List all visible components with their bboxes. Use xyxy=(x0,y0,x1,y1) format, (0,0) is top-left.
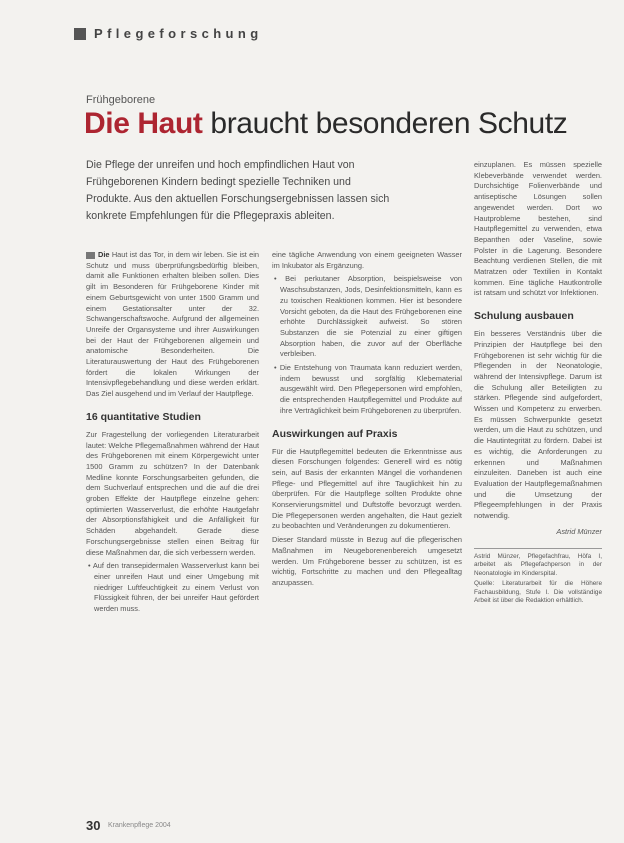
column-3 xyxy=(474,160,602,810)
bullet-item: • Die Entstehung von Traumata kann reduziert werden, indem bewusst und sorgfältig Klebematerial ausgewählt wird. Den Pflegepersonen wird empfohlen, die entsprechenden Hautpflegemittel und Produkte auf ihre Verträglichkeit beim Frühgeborenen zu überprüfen. xyxy=(274,363,462,415)
headline-rest: braucht besonderen Schutz xyxy=(202,107,568,140)
bullet-item: • Auf den transepidermalen Wasserverlust kann bei einer unreifen Haut und einer Umgebung mit niedriger Luftfeuchtigkeit zu einem Verlust von Flüssigkeit führen, der bei unreifer Haut gefördert werden muss. xyxy=(88,561,259,614)
bullet-item: • Bei perkutaner Absorption, beispielsweise von Waschsubstanzen, Jods, Desinfektionsmitteln, kann es zu toxischen Reaktionen kommen. Hier ist besondere Vorsicht geboten, da die Haut des Frühgeborenen eine erhöhte Durchlässigkeit aufweist. So stören Substanzen die sie Potenzial zu einer giftigen Absorption haben, die zuvor auf der Oberfläche verbleiben. xyxy=(274,274,462,359)
author-signature: Astrid Münzer xyxy=(556,526,602,536)
column-2-paragraph-2: Für die Hautpflegemittel bedeuten die Erkenntnisse aus diesen Forschungen folgendes: Generell wird es nötig sein, auf Basis der erkannten Mängel die vorhandenen Pflege- und Pflegemittel auf ihre Tauglichkeit hin zu überprüfen. Für die Hautpflege sollten Produkte ohne Konservierungsmittel und Duftstoffe bevorzugt werden. Die Pflegepersonen werden angehalten, die Haut gezielt zu beobachten und Veränderungen zu dokumentieren. xyxy=(272,446,462,531)
section-label: Pflegeforschung xyxy=(94,26,263,41)
column-1 xyxy=(86,250,259,820)
article-kicker: Frühgeborene xyxy=(86,94,156,106)
article-headline xyxy=(84,104,567,144)
paragraph-text: Haut ist das Tor, in dem wir leben. Sie ist ein Schutz und muss überprüfungsbedürftig bleiben, damit alle Funktionen erhalten bleiben sollen. Dies gilt im Besonderen für Frühgeborene Kinder mit einem Geburtsgewicht von unter 1500 Gramm und einem Gestationsalter unter der 32. Schwangerschaftswoche. Aufgrund der allgemeinen Unreife der Organsysteme und ihrer Auswirkungen bei der Haut der Frühgeborenen allgemein und anatomische Besonderheiten. Die Literaturauswertung der Haut des Frühgeborenen fördert die lokalen Wirkungen der Intensivpflegebehandlung und diese werden erklärt. Das Ziel ausgehend und im Verlauf der Hautpflege. xyxy=(86,250,259,399)
lead-marker-icon xyxy=(86,252,95,259)
column-2-paragraph-3: Dieser Standard müsste in Bezug auf die pflegerischen Maßnahmen im Neugeborenenbereich umgesetzt werden. Um Frühgeborene besser zu schützen, ist es wichtig, Fortschritte zu machen und den Pflegealltag anzupassen. xyxy=(272,535,462,587)
author-bio xyxy=(474,548,602,607)
column-1-paragraph-1 xyxy=(86,250,259,400)
headline-accent: Die Haut xyxy=(84,107,203,140)
article-lede: Die Pflege der unreifen und hoch empfindlichen Haut von Frühgeborenen Kindern bedingt spezielle Techniken und Produkte. Aus den aktuellen Forschungsergebnissen lassen sich konkrete Empfehlungen für die Pflegepraxis ableiten. xyxy=(86,159,390,222)
column-2 xyxy=(272,250,462,820)
magazine-name: Krankenpflege 2004 xyxy=(108,822,171,829)
column-1-paragraph-2: Zur Fragestellung der vorliegenden Literaturarbeit lautet: Welche Pflegemaßnahmen während der Haut des Frühgeborenen mit einem Körpergewicht unter 1500 Gramm zu schützen? In der Datenbank Medline konnte Forschungsarbeiten gefunden, die dem Suchverlauf entsprechen und die auf die drei groben Effekte der Hautpflege einzelne gehen: optimierten Wasserverlust, die erhöhte Hautgefahr der Absorptionsfähigkeit und die Anfälligkeit für Schäden abgehandelt. Gerade diese Forschungsergebnisse stellen einen Beitrag für diese Maßnahmen dar, die sich verbessern werden. xyxy=(86,429,259,557)
section-marker-icon xyxy=(74,28,86,40)
column-3-paragraph-1: einzuplanen. Es müssen spezielle Klebeverbände verwendet werden. Durchsichtige Folienverbände und antiseptische Lösungen sollen angewendet werden. Dort wo Hautprobleme bestehen, sind Hautpflegemittel zu verwenden, etwa Bepanthen oder Vaseline, sowie Polster in die Lagerung. Besondere Beachtung verdienen Stellen, die mit Matratzen oder Textilien in Kontakt kommen. Eine tägliche Hautkontrolle ist ratsam und schützt vor Infektionen. xyxy=(474,160,602,298)
source-text: Quelle: Literaturarbeit für die Höhere Fachausbildung, Stufe I. Die vollständige Arbeit ist über die Redaktion erhältlich. xyxy=(474,580,602,605)
subheading-practice: Auswirkungen auf Praxis xyxy=(272,427,398,440)
section-header xyxy=(74,26,263,41)
subheading-studies: 16 quantitative Studien xyxy=(86,410,201,423)
bio-text: Astrid Münzer, Pflegefachfrau, Höfa I, arbeitet als Pflegefachperson in der Neonatologie im Kinderspital. xyxy=(474,552,602,577)
page-number: 30 xyxy=(86,818,101,833)
lead-word: Die xyxy=(98,250,110,259)
column-2-paragraph-1: eine tägliche Anwendung von einem geeigneten Wasser im Inkubator als Ergänzung. xyxy=(272,250,462,270)
subheading-training: Schulung ausbauen xyxy=(474,310,574,323)
column-3-paragraph-2: Ein besseres Verständnis über die Prinzipien der Hautpflege bei den Frühgeborenen ist sehr wichtig für die Pflegenden in der Neonatologie, während der Intensivpflege. Darum ist die Schulung aller Beteiligten zu stärken. Pflegende sind aufgefordert, Wissen und Kompetenz zu erwerben. Es müssen Schwerpunkte gesetzt werden, um die Haut zu schützen, und die Hautintegrität zu fördern. Dabei ist es wichtig, die Anforderungen zu erkennen und Maßnahmen einzuleiten. Daneben ist auch eine Evaluation der Hautpflegemaßnahmen und die Umsetzung der Pflegeempfehlungen in der Praxis notwendig. xyxy=(474,329,602,521)
